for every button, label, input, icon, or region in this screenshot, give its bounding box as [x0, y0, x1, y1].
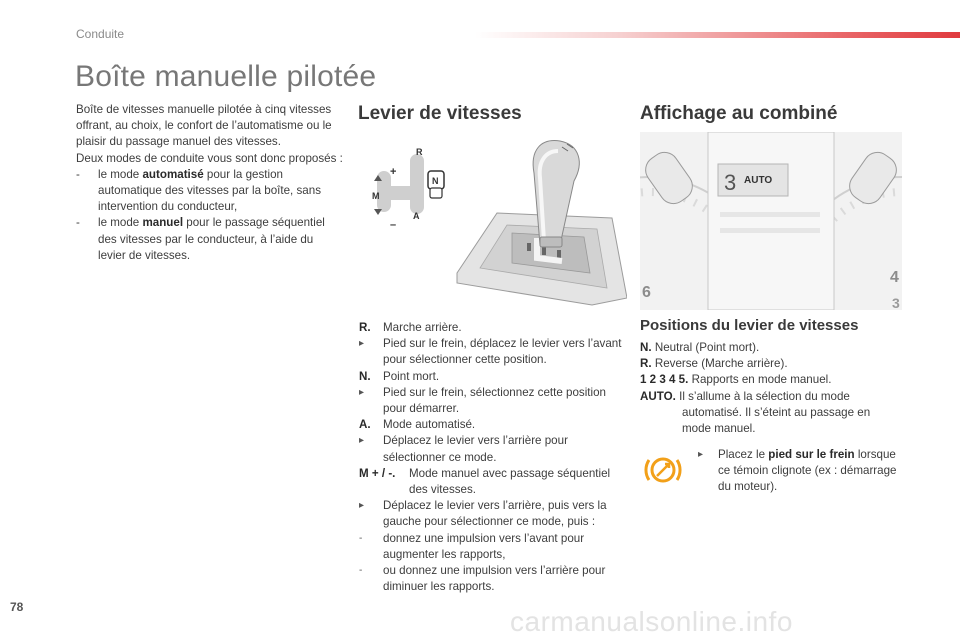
- display-gear-number: 3: [724, 170, 737, 195]
- automatic-mode-term: automatisé: [142, 167, 204, 181]
- dial-number-right: 4: [890, 269, 899, 286]
- display-auto-label: AUTO: [744, 175, 773, 186]
- diagram-label-r: R: [416, 147, 423, 157]
- entry-neutral: N. Point mort.: [359, 369, 440, 383]
- intro-text: [76, 102, 344, 264]
- brake-term: pied sur le frein: [768, 448, 855, 461]
- intro-paragraph-1: Boîte de vitesses manuelle pilotée à cinq vitesses offrant, au choix, le confort de l’automatisme ou le plaisir du passage manuel des vitesses.: [76, 103, 332, 149]
- watermark: carmanualsonline.info: [510, 606, 793, 637]
- entry-reverse: R. Marche arrière.: [359, 321, 462, 334]
- dial-number-left: 6: [642, 284, 651, 301]
- intro-paragraph-2: Deux modes de conduite vous sont donc proposés :: [76, 151, 343, 165]
- page-number: 78: [10, 600, 24, 614]
- entry-manual-instruction: ▸ Déplacez le levier vers l’arrière, puis vers la gauche pour sélectionner ce mode, puis :: [359, 499, 607, 529]
- diagram-label-minus: –: [390, 219, 397, 231]
- note-arrow: ▸: [698, 449, 704, 460]
- positions-heading: Positions du levier de vitesses: [640, 317, 859, 334]
- position-reverse: R. Reverse (Marche arrière).: [640, 357, 788, 371]
- position-auto: AUTO. Il s’allume à la sélection du mode automatisé. Il s’éteint au passage en mode manuel.: [640, 389, 871, 436]
- entry-manual-upshift: - donnez une impulsion vers l’avant pour augmenter les rapports,: [359, 531, 585, 561]
- instrument-cluster-illustration: [640, 132, 902, 310]
- diagram-label-m: M: [372, 191, 380, 201]
- position-manual-gears: 1 2 3 4 5. Rapports en mode manuel.: [640, 373, 832, 387]
- diagram-label-plus: +: [390, 166, 397, 178]
- position-neutral: N. Neutral (Point mort).: [640, 341, 760, 354]
- entry-reverse-instruction: ▸ Pied sur le frein, déplacez le levier vers l’avant pour sélectionner cette position.: [359, 337, 622, 367]
- gear-lever-illustration: [362, 133, 627, 313]
- gear-lever-heading: Levier de vitesses: [358, 103, 522, 124]
- brake-pedal-warning-icon: [643, 452, 683, 488]
- gear-console-drawing: [457, 141, 627, 305]
- gear-lever-instructions: [359, 320, 625, 595]
- header-accent-bar: [475, 32, 960, 38]
- entry-auto: A. Mode automatisé.: [359, 418, 476, 432]
- shift-pattern-diagram: [372, 147, 444, 231]
- diagram-label-a: A: [413, 211, 420, 221]
- dial-number-right-partial: 3: [892, 295, 900, 310]
- diagram-label-n: N: [432, 176, 439, 186]
- entry-neutral-instruction: ▸ Pied sur le frein, sélectionnez cette position pour démarrer.: [359, 385, 606, 416]
- page-title: Boîte manuelle pilotée: [75, 60, 377, 93]
- header-section-title: Conduite: [76, 27, 125, 41]
- intro-list-item-manual: - le mode manuel pour le passage séquentiel des vitesses par le conducteur, à l’aide du levier de vitesses.: [76, 216, 325, 262]
- manual-mode-term: manuel: [142, 216, 184, 230]
- brake-note: ▸ Placez le pied sur le frein lorsque ce témoin clignote (ex : démarrage du moteur).: [698, 447, 898, 496]
- entry-manual: M + / -. Mode manuel avec passage séquentiel des vitesses.: [359, 466, 611, 497]
- entry-manual-downshift: - ou donnez une impulsion vers l’arrière pour diminuer les rapports.: [359, 564, 606, 594]
- entry-auto-instruction: ▸ Déplacez le levier vers l’arrière pour sélectionner ce mode.: [359, 434, 568, 464]
- positions-list: [640, 340, 890, 437]
- display-heading: Affichage au combiné: [640, 103, 838, 124]
- intro-list-item-automatic: - le mode automatisé pour la gestion automatique des vitesses par la boîte, sans intervention du conducteur,: [76, 167, 321, 214]
